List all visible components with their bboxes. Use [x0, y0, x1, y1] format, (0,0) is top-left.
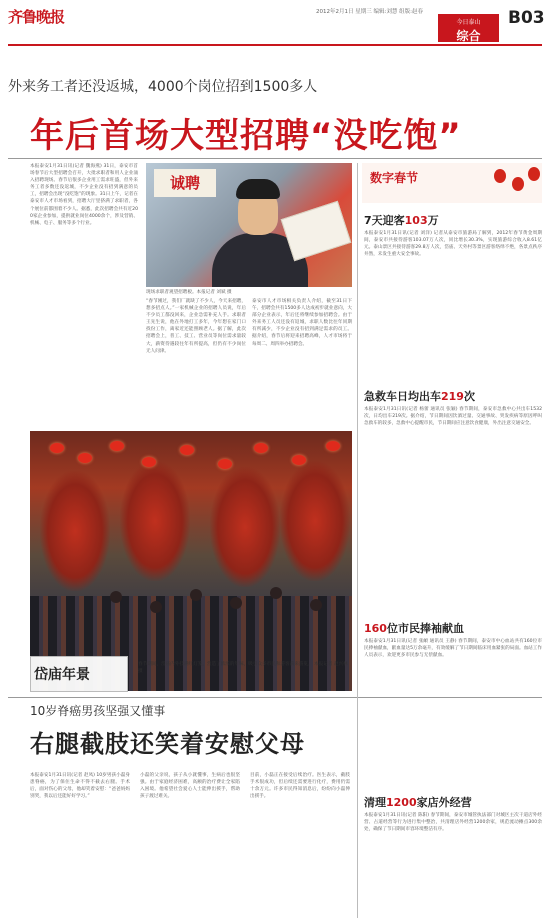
main-kicker: 外来务工者还没返城，4000个岗位招到1500多人 [8, 79, 318, 95]
lantern-icon [50, 443, 64, 453]
divider [8, 158, 542, 159]
photo1-caption: 现场求职者观望招聘板。本报记者 刘斌 摄 [146, 290, 232, 295]
section-name: 综合 [456, 29, 481, 43]
header-rule [8, 44, 542, 46]
lantern-icon [292, 455, 306, 465]
photo2-caption-text: 春节期间，岱庙内外挂满红灯笼，营造了浓浓的年味，吸引众多市民和游客前来游览。 [138, 662, 313, 667]
second-headline[interactable]: 右腿截肢还笑着安慰父母 [30, 730, 305, 758]
photo2-title: 岱庙年景 [34, 667, 90, 683]
main-headline[interactable]: 年后首场大型招聘“没吃饱” [30, 116, 462, 156]
headline-text: 万 [427, 214, 439, 227]
lantern-icon [528, 167, 540, 181]
column-divider [357, 163, 358, 918]
section-tag: 今日泰山 [456, 19, 481, 26]
daimiao-photo [30, 431, 352, 691]
sidebar-headline-2[interactable] [364, 388, 475, 404]
lantern-icon [494, 169, 506, 183]
headline-number: 160 [364, 622, 387, 635]
second-kicker: 10岁脊癌男孩坚强又懂事 [30, 704, 166, 718]
lantern-icon [218, 459, 232, 469]
headline-text: 7天迎客 [364, 214, 405, 227]
sidebar-text-3: 本报泰安1月31日讯(记者 张頔 通讯员 王静) 春节期间，泰安市中心血站共有160位市民捧袖献血，献血量达5万余毫升，有效缓解了节日期间临床用血紧张的局面。血站工作人员表示，欢迎更多市民参与无偿献血。 [364, 639, 542, 659]
main-col-2: “春节刚过，我们厂就缺了不少人，今天来招聘，想多招点人。”一家机械企业的招聘人员说，年后不少员工都没回来，企业急需补充人手。求职者王先生说，他在外地打工多年，今年想在家门口找份工作，离家近还能照顾老人。据了解，此次招聘会上，普工、技工、营业员等岗位需求量较大，薪资待遇较往年有所提高，但仍有不少岗位无人问津。 [146, 299, 246, 354]
lantern-icon [142, 457, 156, 467]
sidebar-text-2: 本报泰安1月31日讯(记者 杨蕾 通讯员 张颖) 春节期间，泰安市急救中心共出车1532次，日均出车219次。据介绍，节日期间因饮酒过量、交通事故、突发疾病等原因呼叫急救车的较多，急救中心提醒市民，节日期间应注意饮食健康，外出注意交通安全。 [364, 407, 542, 427]
red-tree [40, 471, 110, 591]
sidebar-text-1: 本报泰安1月31日讯(记者 刘洋) 记者从泰安市旅游局了解到，2012年春节黄金周期间，泰安市共接待游客103.07万人次，同比增长30.3%，实现旅游综合收入8.61亿元。泰山景区共接待游客29.8万人次，岱庙、天外村等景区游客络绎不绝，各景点秩序井然，未发生重大安全事故。 [364, 231, 542, 258]
headline-number: 103 [404, 214, 428, 227]
headline-text: 次 [463, 390, 475, 403]
person-hair [236, 179, 280, 199]
main-col-3: 泰安市人才市场相关负责人介绍，截至31日下午，招聘会共有1500多人达成初步就业意向，大部分企业表示，年后还将继续参加招聘会。由于外来务工人员还没有返城，求职人数比往年同期有所减少，不少企业没有招到满足需求的员工。据介绍，春节后将迎来招聘高峰，人才市场将于每周二、周四举办招聘会。 [252, 299, 352, 347]
headline-number: 219 [441, 390, 464, 403]
second-col-2: 小磊的父亲说，孩子从小就懂事，生病后也很坚强。由于家庭经济困难，高额的治疗费让全家陷入困境。他希望社会爱心人士能伸出援手，帮助孩子渡过难关。 [140, 773, 240, 800]
headline-number: 1200 [386, 796, 417, 809]
second-col-1: 本报泰安1月31日讯(记者 赵凤) 10岁男孩小磊身患脊癌，为了保住生命不得不截去右腿。手术后，面对伤心的父母，他却笑着安慰：“爸爸妈妈别哭，我以后还能好好学习。” [30, 773, 130, 800]
crowd-head [270, 587, 282, 599]
lantern-icon [78, 453, 92, 463]
second-col-3: 目前，小磊正在接受后续治疗。医生表示，截肢手术很成功，但后续还需要进行化疗，费用仍需十余万元。许多市民得知消息后，纷纷向小磊伸出援手。 [250, 773, 350, 800]
headline-text: 急救车日均出车 [364, 390, 441, 403]
sidebar-headline-3[interactable] [364, 620, 464, 636]
hiring-sign: 诚聘 [154, 169, 216, 197]
lantern-icon [512, 177, 524, 191]
photo2-caption [138, 661, 348, 675]
red-tree [280, 461, 350, 581]
red-tree [120, 461, 190, 581]
photo2-credit: 本报记者 赵兴林 摄 [138, 662, 348, 674]
crowd-head [190, 589, 202, 601]
main-col-1: 本报泰安1月31日讯(记者 魏海燕) 31日，泰安市首场春节后大型招聘会召开，大批求职者和用人企业涌入招聘现场。春节后很多企业用工需求旺盛，但外来务工者多数还没返城，不少企业没有招到满意的员工，招聘会出现“没吃饱”的现象。31日上午，记者在泰安市人才市场看到，招聘大厅里挤满了求职者，各个展位前都围着不少人。据悉，此次招聘会共有近200家企业参加，提供就业岗位4000余个，涉及营销、机械、电子、服务等多个行业。 [30, 164, 138, 226]
lantern-icon [180, 445, 194, 455]
crowd-head [150, 601, 162, 613]
headline-text: 清理 [364, 796, 386, 809]
date-line: 2012年2月1日 星期三 编辑:刘慧 组版:赵春 [316, 9, 423, 15]
lantern-icon [110, 441, 124, 451]
banner-title: 数字春节 [370, 171, 419, 185]
sidebar-text-4: 本报泰安1月31日讯(记者 陈阳) 春节期间，泰安市城管执法部门对城区主次干道店外经营、占道经营等行为进行集中整治，共清理店外经营1200余家，规范流动摊点300余处，确保了节日期间市容环境整洁有序。 [364, 813, 542, 833]
red-tree [210, 467, 280, 587]
page-number: B03 [508, 8, 545, 28]
newspaper-logo: 齐鲁晚报 [8, 8, 65, 26]
job-board-paper [281, 201, 352, 261]
crowd-head [110, 591, 122, 603]
headline-text: 家店外经营 [416, 796, 472, 809]
sidebar-headline-4[interactable] [364, 794, 472, 810]
sidebar-headline-1[interactable] [364, 212, 439, 228]
lantern-icon [254, 443, 268, 453]
crowd-head [230, 597, 242, 609]
headline-text: 位市民捧袖献血 [386, 622, 464, 635]
crowd-head [310, 599, 322, 611]
job-fair-photo [146, 163, 352, 287]
lantern-icon [326, 441, 340, 451]
